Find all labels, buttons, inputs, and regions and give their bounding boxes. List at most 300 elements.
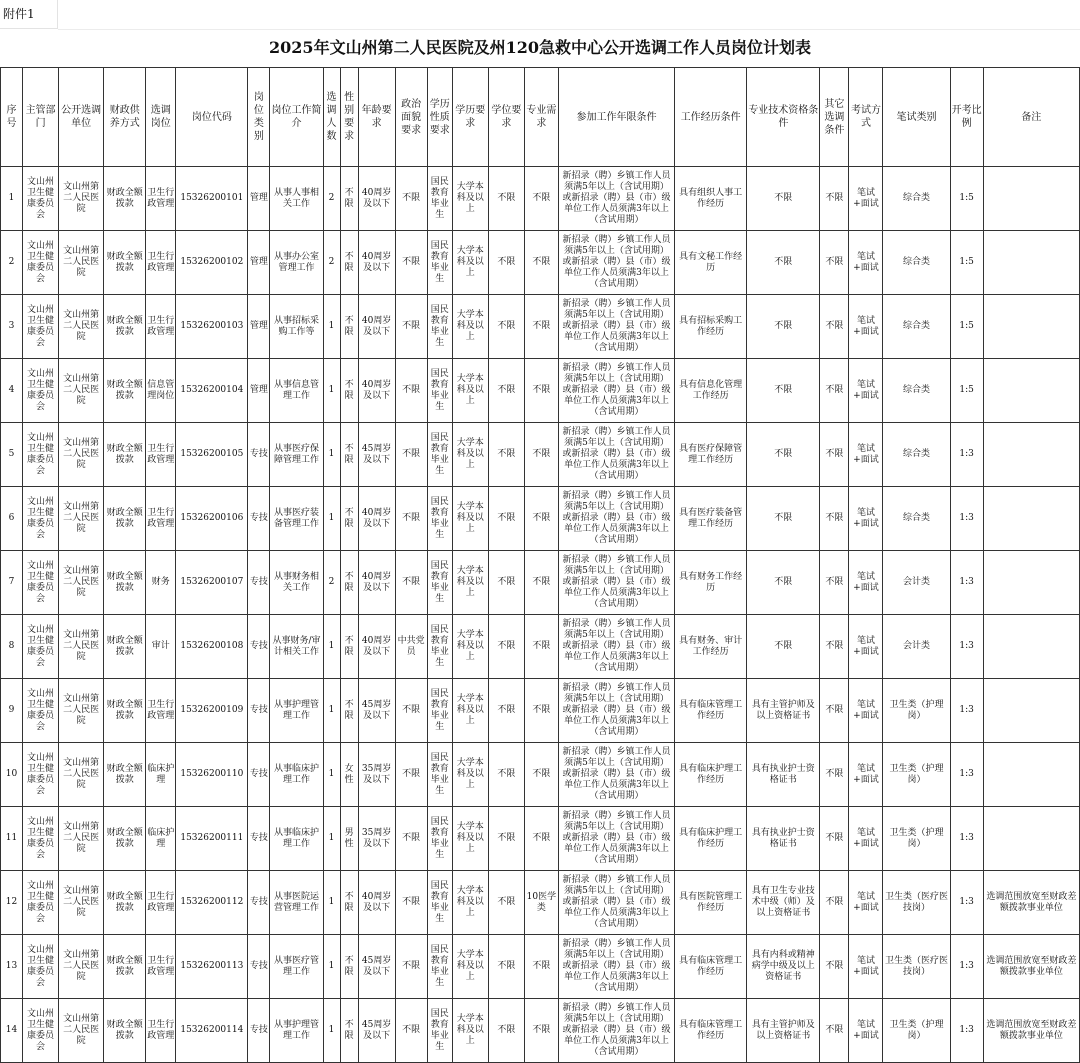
- cell-post-desc: 从事医疗保障管理工作: [270, 423, 323, 487]
- cell-remarks: [983, 231, 1079, 295]
- cell-funding: 财政全额拨款: [104, 167, 146, 231]
- cell-department: 文山州卫生健康委员会: [23, 231, 59, 295]
- cell-experience: 具有临床护理工作经历: [675, 743, 747, 807]
- cell-other: 不限: [820, 423, 849, 487]
- cell-exam-method: 笔试+面试: [849, 423, 883, 487]
- cell-exam-method: 笔试+面试: [849, 487, 883, 551]
- table-body: [1, 167, 1080, 1063]
- cell-education: 大学本科及以上: [452, 679, 488, 743]
- cell-unit: 文山州第二人民医院: [59, 359, 104, 423]
- cell-seq: 10: [1, 743, 23, 807]
- cell-exam-method: 笔试+面试: [849, 999, 883, 1063]
- cell-work-years: 新招录（聘）乡镇工作人员须满5年以上（含试用期）或新招录（聘）县（市）级单位工作人员须满3年以上（含试用期）: [558, 615, 674, 679]
- cell-gender: 不限: [340, 295, 358, 359]
- cell-ratio: 1:3: [950, 615, 983, 679]
- cell-degree: 不限: [488, 551, 524, 615]
- table-row: [1, 807, 1080, 871]
- header-count: 选调人数: [323, 68, 340, 167]
- cell-experience: 具有财务、审计工作经历: [675, 615, 747, 679]
- cell-post-type: 管理: [248, 231, 270, 295]
- cell-count: 1: [323, 935, 340, 999]
- cell-unit: 文山州第二人民医院: [59, 999, 104, 1063]
- cell-department: 文山州卫生健康委员会: [23, 167, 59, 231]
- cell-unit: 文山州第二人民医院: [59, 679, 104, 743]
- cell-major: 不限: [524, 231, 558, 295]
- cell-funding: 财政全额拨款: [104, 615, 146, 679]
- cell-exam-type: 综合类: [883, 167, 950, 231]
- cell-count: 1: [323, 999, 340, 1063]
- cell-seq: 12: [1, 871, 23, 935]
- cell-qualification: 不限: [747, 423, 820, 487]
- cell-other: 不限: [820, 935, 849, 999]
- cell-post-code: 15326200103: [176, 295, 248, 359]
- cell-funding: 财政全额拨款: [104, 423, 146, 487]
- top-empty-row: [58, 0, 1080, 30]
- cell-post: 卫生行政管理: [146, 295, 176, 359]
- cell-gender: 不限: [340, 679, 358, 743]
- cell-political: 不限: [395, 167, 427, 231]
- cell-exam-method: 笔试+面试: [849, 871, 883, 935]
- cell-edu-nature: 国民教育毕业生: [427, 999, 452, 1063]
- cell-unit: 文山州第二人民医院: [59, 231, 104, 295]
- cell-exam-method: 笔试+面试: [849, 807, 883, 871]
- cell-age: 40周岁及以下: [358, 487, 395, 551]
- cell-edu-nature: 国民教育毕业生: [427, 679, 452, 743]
- cell-post-code: 15326200101: [176, 167, 248, 231]
- cell-remarks: [983, 743, 1079, 807]
- cell-remarks: [983, 295, 1079, 359]
- cell-exam-method: 笔试+面试: [849, 679, 883, 743]
- cell-work-years: 新招录（聘）乡镇工作人员须满5年以上（含试用期）或新招录（聘）县（市）级单位工作人员须满3年以上（含试用期）: [558, 359, 674, 423]
- cell-experience: 具有组织人事工作经历: [675, 167, 747, 231]
- cell-count: 1: [323, 743, 340, 807]
- cell-major: 不限: [524, 359, 558, 423]
- cell-post-code: 15326200102: [176, 231, 248, 295]
- cell-seq: 8: [1, 615, 23, 679]
- cell-degree: 不限: [488, 167, 524, 231]
- cell-work-years: 新招录（聘）乡镇工作人员须满5年以上（含试用期）或新招录（聘）县（市）级单位工作人员须满3年以上（含试用期）: [558, 871, 674, 935]
- cell-post-desc: 从事护理管理工作: [270, 999, 323, 1063]
- cell-remarks: [983, 167, 1079, 231]
- cell-age: 40周岁及以下: [358, 551, 395, 615]
- header-gender: 性别要求: [340, 68, 358, 167]
- header-degree: 学位要求: [488, 68, 524, 167]
- cell-exam-type: 综合类: [883, 487, 950, 551]
- cell-post: 审计: [146, 615, 176, 679]
- cell-unit: 文山州第二人民医院: [59, 615, 104, 679]
- cell-count: 1: [323, 295, 340, 359]
- cell-unit: 文山州第二人民医院: [59, 935, 104, 999]
- cell-experience: 具有临床管理工作经历: [675, 935, 747, 999]
- cell-department: 文山州卫生健康委员会: [23, 871, 59, 935]
- header-other: 其它选调条件: [820, 68, 849, 167]
- cell-major: 不限: [524, 999, 558, 1063]
- cell-exam-method: 笔试+面试: [849, 359, 883, 423]
- cell-gender: 不限: [340, 871, 358, 935]
- cell-department: 文山州卫生健康委员会: [23, 295, 59, 359]
- cell-experience: 具有招标采购工作经历: [675, 295, 747, 359]
- cell-seq: 7: [1, 551, 23, 615]
- cell-ratio: 1:3: [950, 743, 983, 807]
- cell-post: 财务: [146, 551, 176, 615]
- cell-seq: 4: [1, 359, 23, 423]
- cell-seq: 13: [1, 935, 23, 999]
- cell-political: 不限: [395, 551, 427, 615]
- cell-ratio: 1:3: [950, 807, 983, 871]
- document-title: 2025年文山州第二人民医院及州120急救中心公开选调工作人员岗位计划表: [269, 38, 811, 57]
- table-row: [1, 167, 1080, 231]
- cell-gender: 女性: [340, 743, 358, 807]
- cell-edu-nature: 国民教育毕业生: [427, 167, 452, 231]
- cell-funding: 财政全额拨款: [104, 999, 146, 1063]
- cell-post-code: 15326200105: [176, 423, 248, 487]
- cell-experience: 具有临床护理工作经历: [675, 807, 747, 871]
- cell-other: 不限: [820, 871, 849, 935]
- cell-experience: 具有信息化管理工作经历: [675, 359, 747, 423]
- cell-department: 文山州卫生健康委员会: [23, 679, 59, 743]
- cell-qualification: 不限: [747, 551, 820, 615]
- cell-ratio: 1:3: [950, 423, 983, 487]
- cell-remarks: [983, 359, 1079, 423]
- cell-unit: 文山州第二人民医院: [59, 871, 104, 935]
- cell-unit: 文山州第二人民医院: [59, 743, 104, 807]
- cell-exam-method: 笔试+面试: [849, 295, 883, 359]
- cell-edu-nature: 国民教育毕业生: [427, 615, 452, 679]
- cell-post: 信息管理岗位: [146, 359, 176, 423]
- table-row: [1, 935, 1080, 999]
- cell-age: 40周岁及以下: [358, 231, 395, 295]
- cell-unit: 文山州第二人民医院: [59, 423, 104, 487]
- cell-department: 文山州卫生健康委员会: [23, 551, 59, 615]
- cell-gender: 不限: [340, 615, 358, 679]
- cell-political: 中共党员: [395, 615, 427, 679]
- cell-post-desc: 从事信息管理工作: [270, 359, 323, 423]
- cell-post-code: 15326200112: [176, 871, 248, 935]
- cell-education: 大学本科及以上: [452, 935, 488, 999]
- header-work-years: 参加工作年限条件: [558, 68, 674, 167]
- cell-other: 不限: [820, 615, 849, 679]
- cell-post-code: 15326200110: [176, 743, 248, 807]
- cell-exam-type: 卫生类（护理岗）: [883, 807, 950, 871]
- cell-education: 大学本科及以上: [452, 615, 488, 679]
- cell-political: 不限: [395, 871, 427, 935]
- cell-age: 45周岁及以下: [358, 679, 395, 743]
- cell-department: 文山州卫生健康委员会: [23, 359, 59, 423]
- cell-remarks: [983, 423, 1079, 487]
- cell-education: 大学本科及以上: [452, 999, 488, 1063]
- cell-count: 1: [323, 615, 340, 679]
- cell-degree: 不限: [488, 871, 524, 935]
- cell-funding: 财政全额拨款: [104, 679, 146, 743]
- cell-post: 卫生行政管理: [146, 423, 176, 487]
- cell-other: 不限: [820, 359, 849, 423]
- cell-age: 45周岁及以下: [358, 935, 395, 999]
- cell-edu-nature: 国民教育毕业生: [427, 423, 452, 487]
- cell-seq: 9: [1, 679, 23, 743]
- cell-post-desc: 从事财务相关工作: [270, 551, 323, 615]
- cell-funding: 财政全额拨款: [104, 487, 146, 551]
- cell-gender: 不限: [340, 935, 358, 999]
- table-row: [1, 999, 1080, 1063]
- cell-political: 不限: [395, 807, 427, 871]
- cell-experience: 具有医院管理工作经历: [675, 871, 747, 935]
- header-political: 政治面貌要求: [395, 68, 427, 167]
- cell-unit: 文山州第二人民医院: [59, 167, 104, 231]
- cell-education: 大学本科及以上: [452, 295, 488, 359]
- cell-political: 不限: [395, 743, 427, 807]
- cell-major: 不限: [524, 167, 558, 231]
- cell-major: 不限: [524, 423, 558, 487]
- cell-remarks: [983, 487, 1079, 551]
- cell-post-desc: 从事医院运营管理工作: [270, 871, 323, 935]
- cell-edu-nature: 国民教育毕业生: [427, 231, 452, 295]
- cell-qualification: 不限: [747, 487, 820, 551]
- cell-ratio: 1:5: [950, 359, 983, 423]
- cell-education: 大学本科及以上: [452, 487, 488, 551]
- cell-other: 不限: [820, 743, 849, 807]
- cell-ratio: 1:3: [950, 871, 983, 935]
- cell-remarks: [983, 615, 1079, 679]
- cell-post: 卫生行政管理: [146, 231, 176, 295]
- table-row: [1, 743, 1080, 807]
- cell-seq: 6: [1, 487, 23, 551]
- cell-qualification: 具有执业护士资格证书: [747, 743, 820, 807]
- cell-post-type: 专技: [248, 423, 270, 487]
- cell-education: 大学本科及以上: [452, 359, 488, 423]
- table-row: [1, 615, 1080, 679]
- cell-post-desc: 从事临床护理工作: [270, 807, 323, 871]
- cell-unit: 文山州第二人民医院: [59, 551, 104, 615]
- cell-political: 不限: [395, 423, 427, 487]
- cell-post: 临床护理: [146, 743, 176, 807]
- cell-age: 45周岁及以下: [358, 423, 395, 487]
- cell-ratio: 1:5: [950, 295, 983, 359]
- header-edu-nature: 学历性质要求: [427, 68, 452, 167]
- cell-degree: 不限: [488, 679, 524, 743]
- cell-gender: 不限: [340, 423, 358, 487]
- cell-funding: 财政全额拨款: [104, 871, 146, 935]
- cell-exam-type: 综合类: [883, 231, 950, 295]
- cell-remarks: 选调范围放宽至财政差额拨款事业单位: [983, 871, 1079, 935]
- cell-post: 卫生行政管理: [146, 167, 176, 231]
- cell-experience: 具有医疗装备管理工作经历: [675, 487, 747, 551]
- cell-degree: 不限: [488, 807, 524, 871]
- cell-degree: 不限: [488, 615, 524, 679]
- cell-other: 不限: [820, 679, 849, 743]
- cell-unit: 文山州第二人民医院: [59, 487, 104, 551]
- cell-post: 卫生行政管理: [146, 935, 176, 999]
- position-plan-table: [0, 67, 1080, 1063]
- cell-work-years: 新招录（聘）乡镇工作人员须满5年以上（含试用期）或新招录（聘）县（市）级单位工作人员须满3年以上（含试用期）: [558, 999, 674, 1063]
- cell-political: 不限: [395, 999, 427, 1063]
- cell-count: 1: [323, 359, 340, 423]
- cell-qualification: 不限: [747, 295, 820, 359]
- cell-major: 不限: [524, 551, 558, 615]
- cell-department: 文山州卫生健康委员会: [23, 743, 59, 807]
- cell-age: 40周岁及以下: [358, 359, 395, 423]
- table-row: [1, 679, 1080, 743]
- cell-edu-nature: 国民教育毕业生: [427, 487, 452, 551]
- cell-post-code: 15326200107: [176, 551, 248, 615]
- header-ratio: 开考比例: [950, 68, 983, 167]
- cell-education: 大学本科及以上: [452, 807, 488, 871]
- cell-education: 大学本科及以上: [452, 167, 488, 231]
- header-experience: 工作经历条件: [675, 68, 747, 167]
- cell-education: 大学本科及以上: [452, 231, 488, 295]
- table-header-row: [1, 68, 1080, 167]
- cell-count: 1: [323, 423, 340, 487]
- cell-post-desc: 从事医疗装备管理工作: [270, 487, 323, 551]
- cell-seq: 3: [1, 295, 23, 359]
- cell-post-type: 专技: [248, 679, 270, 743]
- cell-political: 不限: [395, 935, 427, 999]
- cell-work-years: 新招录（聘）乡镇工作人员须满5年以上（含试用期）或新招录（聘）县（市）级单位工作人员须满3年以上（含试用期）: [558, 167, 674, 231]
- cell-funding: 财政全额拨款: [104, 807, 146, 871]
- cell-edu-nature: 国民教育毕业生: [427, 743, 452, 807]
- table-row: [1, 359, 1080, 423]
- cell-post-type: 专技: [248, 743, 270, 807]
- cell-department: 文山州卫生健康委员会: [23, 423, 59, 487]
- header-remarks: 备注: [983, 68, 1079, 167]
- cell-degree: 不限: [488, 487, 524, 551]
- cell-major: 不限: [524, 295, 558, 359]
- cell-experience: 具有财务工作经历: [675, 551, 747, 615]
- header-post: 选调岗位: [146, 68, 176, 167]
- cell-edu-nature: 国民教育毕业生: [427, 359, 452, 423]
- cell-post: 卫生行政管理: [146, 871, 176, 935]
- cell-work-years: 新招录（聘）乡镇工作人员须满5年以上（含试用期）或新招录（聘）县（市）级单位工作人员须满3年以上（含试用期）: [558, 487, 674, 551]
- cell-experience: 具有文秘工作经历: [675, 231, 747, 295]
- cell-post-type: 管理: [248, 167, 270, 231]
- cell-major: 不限: [524, 679, 558, 743]
- cell-degree: 不限: [488, 999, 524, 1063]
- cell-ratio: 1:3: [950, 551, 983, 615]
- cell-degree: 不限: [488, 423, 524, 487]
- cell-exam-method: 笔试+面试: [849, 167, 883, 231]
- cell-post-type: 专技: [248, 935, 270, 999]
- cell-edu-nature: 国民教育毕业生: [427, 935, 452, 999]
- cell-degree: 不限: [488, 231, 524, 295]
- cell-ratio: 1:3: [950, 935, 983, 999]
- cell-edu-nature: 国民教育毕业生: [427, 807, 452, 871]
- cell-ratio: 1:3: [950, 679, 983, 743]
- cell-gender: 不限: [340, 999, 358, 1063]
- cell-exam-method: 笔试+面试: [849, 231, 883, 295]
- cell-remarks: [983, 807, 1079, 871]
- cell-exam-type: 综合类: [883, 423, 950, 487]
- cell-work-years: 新招录（聘）乡镇工作人员须满5年以上（含试用期）或新招录（聘）县（市）级单位工作人员须满3年以上（含试用期）: [558, 295, 674, 359]
- cell-ratio: 1:3: [950, 487, 983, 551]
- cell-exam-method: 笔试+面试: [849, 551, 883, 615]
- cell-exam-method: 笔试+面试: [849, 615, 883, 679]
- cell-edu-nature: 国民教育毕业生: [427, 551, 452, 615]
- cell-age: 40周岁及以下: [358, 615, 395, 679]
- cell-major: 不限: [524, 807, 558, 871]
- cell-education: 大学本科及以上: [452, 871, 488, 935]
- table-row: [1, 551, 1080, 615]
- header-major: 专业需求: [524, 68, 558, 167]
- cell-post: 卫生行政管理: [146, 999, 176, 1063]
- cell-post-desc: 从事人事相关工作: [270, 167, 323, 231]
- table-row: [1, 295, 1080, 359]
- cell-other: 不限: [820, 807, 849, 871]
- cell-experience: 具有医疗保障管理工作经历: [675, 423, 747, 487]
- cell-exam-type: 综合类: [883, 295, 950, 359]
- cell-post-type: 专技: [248, 807, 270, 871]
- cell-qualification: 不限: [747, 359, 820, 423]
- cell-count: 1: [323, 871, 340, 935]
- cell-post-type: 管理: [248, 295, 270, 359]
- cell-remarks: 选调范围放宽至财政差额拨款事业单位: [983, 935, 1079, 999]
- cell-other: 不限: [820, 999, 849, 1063]
- cell-degree: 不限: [488, 359, 524, 423]
- cell-seq: 1: [1, 167, 23, 231]
- cell-post-code: 15326200111: [176, 807, 248, 871]
- cell-post: 卫生行政管理: [146, 679, 176, 743]
- header-unit: 公开选调单位: [59, 68, 104, 167]
- cell-exam-type: 会计类: [883, 551, 950, 615]
- header-age: 年龄要求: [358, 68, 395, 167]
- cell-exam-method: 笔试+面试: [849, 743, 883, 807]
- cell-post-code: 15326200109: [176, 679, 248, 743]
- header-funding: 财政供养方式: [104, 68, 146, 167]
- cell-post-code: 15326200114: [176, 999, 248, 1063]
- cell-unit: 文山州第二人民医院: [59, 807, 104, 871]
- cell-exam-type: 会计类: [883, 615, 950, 679]
- cell-count: 1: [323, 487, 340, 551]
- cell-remarks: [983, 679, 1079, 743]
- cell-post-code: 15326200106: [176, 487, 248, 551]
- cell-political: 不限: [395, 359, 427, 423]
- cell-post-type: 专技: [248, 871, 270, 935]
- cell-qualification: 具有主管护师及以上资格证书: [747, 679, 820, 743]
- cell-funding: 财政全额拨款: [104, 551, 146, 615]
- header-post-desc: 岗位工作简介: [270, 68, 323, 167]
- cell-gender: 不限: [340, 359, 358, 423]
- cell-ratio: 1:5: [950, 231, 983, 295]
- cell-post-desc: 从事财务/审计相关工作: [270, 615, 323, 679]
- cell-funding: 财政全额拨款: [104, 359, 146, 423]
- cell-ratio: 1:5: [950, 167, 983, 231]
- cell-post-type: 管理: [248, 359, 270, 423]
- cell-work-years: 新招录（聘）乡镇工作人员须满5年以上（含试用期）或新招录（聘）县（市）级单位工作人员须满3年以上（含试用期）: [558, 743, 674, 807]
- cell-age: 40周岁及以下: [358, 295, 395, 359]
- table-row: [1, 423, 1080, 487]
- cell-exam-type: 卫生类（医疗医技岗）: [883, 871, 950, 935]
- cell-political: 不限: [395, 487, 427, 551]
- cell-count: 1: [323, 807, 340, 871]
- cell-degree: 不限: [488, 935, 524, 999]
- cell-remarks: [983, 551, 1079, 615]
- attachment-label: 附件1: [0, 0, 58, 29]
- cell-work-years: 新招录（聘）乡镇工作人员须满5年以上（含试用期）或新招录（聘）县（市）级单位工作人员须满3年以上（含试用期）: [558, 231, 674, 295]
- cell-age: 40周岁及以下: [358, 871, 395, 935]
- cell-remarks: 选调范围放宽至财政差额拨款事业单位: [983, 999, 1079, 1063]
- cell-work-years: 新招录（聘）乡镇工作人员须满5年以上（含试用期）或新招录（聘）县（市）级单位工作人员须满3年以上（含试用期）: [558, 679, 674, 743]
- cell-ratio: 1:3: [950, 999, 983, 1063]
- table-row: [1, 487, 1080, 551]
- cell-post-type: 专技: [248, 999, 270, 1063]
- cell-count: 2: [323, 551, 340, 615]
- cell-age: 35周岁及以下: [358, 807, 395, 871]
- cell-major: 不限: [524, 487, 558, 551]
- cell-qualification: 具有卫生专业技术中级（师）及以上资格证书: [747, 871, 820, 935]
- cell-experience: 具有临床管理工作经历: [675, 999, 747, 1063]
- cell-major: 不限: [524, 743, 558, 807]
- cell-work-years: 新招录（聘）乡镇工作人员须满5年以上（含试用期）或新招录（聘）县（市）级单位工作人员须满3年以上（含试用期）: [558, 423, 674, 487]
- cell-exam-type: 卫生类（护理岗）: [883, 679, 950, 743]
- cell-department: 文山州卫生健康委员会: [23, 999, 59, 1063]
